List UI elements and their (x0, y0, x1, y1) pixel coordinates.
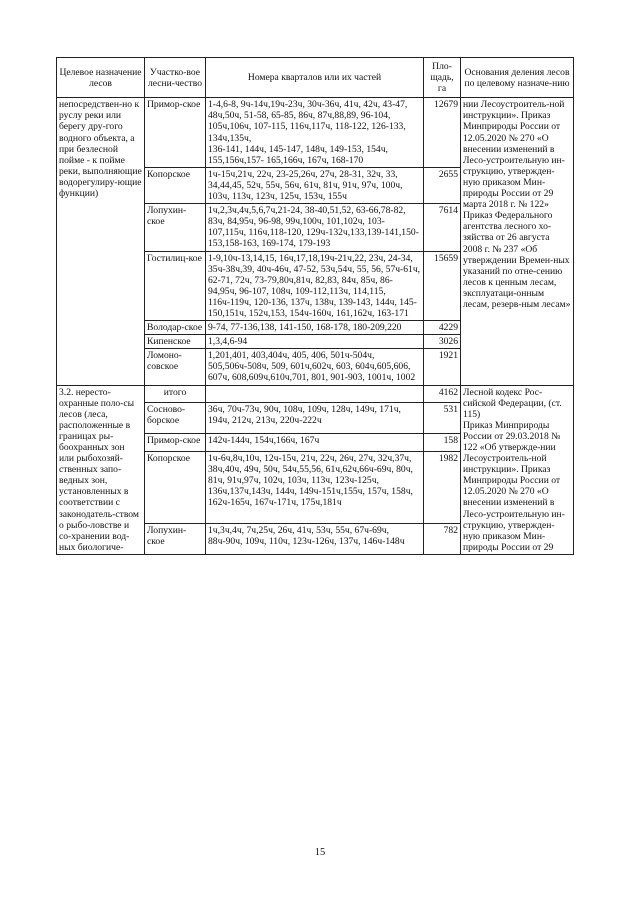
quarters-cell: 1ч,3ч,4ч, 7ч,25ч, 26ч, 41ч, 53ч, 55ч, 67ч-69ч, 88ч-90ч, 109ч, 110ч, 123ч-126ч, 137ч, 146ч-148ч (206, 523, 424, 554)
quarters-cell: 1,3,4,6-94 (206, 335, 424, 349)
quarters-cell: 1-4,6-8, 9ч-14ч,19ч-23ч, 30ч-36ч, 41ч, 42ч, 43-47, 48ч,50ч, 51-58, 65-85, 86ч, 87ч,88,89, 96-104, 105ч,106ч, 107-115, 116ч,117ч, 118-122, 126-133, 134ч,135ч, 136-141, 144ч, 145-147, 148ч, 149-153, 154ч, 155,156ч,157- 165,166ч, 167ч, 168-170 (206, 98, 424, 168)
quarters-cell: 1ч-15ч,21ч, 22ч, 23-25,26ч, 27ч, 28-31, 32ч, 33, 34,44,45, 52ч, 55ч, 56ч, 61ч, 81ч, 91ч, 97ч, 100ч, 103ч, 113ч, 123ч, 125ч, 153ч, 155ч (206, 167, 424, 203)
forestry-cell: Примор-ское (145, 434, 206, 451)
area-cell: 3026 (424, 335, 461, 349)
table-row (57, 385, 574, 402)
area-cell: 782 (424, 523, 461, 554)
forestry-cell: Лопухин-ское (145, 523, 206, 554)
header-forestry: Участко-вое лесни-чество (145, 58, 206, 98)
forestry-cell: Копорское (145, 451, 206, 523)
area-cell: 531 (424, 402, 461, 433)
basis-cell: нии Лесоустроитель-ной инструкции». Приказ Минприроды России от 12.05.2020 № 270 «О внесении изменений в Лесо-устроительную ин-струкцию, утвержден-ную приказом Мин-природы России от 29 марта 2018 г. № 122» Приказ Федерального агентства лесного хо-зяйства от 26 августа 2008 г. № 237 «Об утверждении Времен-ных указаний по отне-сению лесов к ценным лесам, эксплуатаци-онным лесам, резерв-ным лесам» (461, 98, 574, 385)
quarters-cell: 1ч-6ч,8ч,10ч, 12ч-15ч, 21ч, 22ч, 26ч, 27ч, 32ч,37ч, 38ч,40ч, 49ч, 50ч, 54ч,55,56, 61ч,62ч,66ч-69ч, 80ч, 81ч, 91ч,97ч, 102ч, 103ч, 113ч, 123ч-125ч, 136ч,137ч,143ч, 144ч, 149ч-151ч,155ч, 157ч, 158ч, 162ч-165ч, 167ч-171ч, 175ч,181ч (206, 451, 424, 523)
forestry-cell: Ломоно-совское (145, 349, 206, 385)
header-area: Пло-щадь, га (424, 58, 461, 98)
area-cell: 4229 (424, 321, 461, 335)
page-number: 15 (314, 847, 326, 858)
header-basis: Основания деления лесов по целевому назначе-нию (461, 58, 574, 98)
quarters-cell: 36ч, 70ч-73ч, 90ч, 108ч, 109ч, 128ч, 149ч, 171ч, 194ч, 212ч, 213ч, 220ч-222ч (206, 402, 424, 433)
area-cell: 158 (424, 434, 461, 451)
header-quarters: Номера кварталов или их частей (206, 58, 424, 98)
total-area: 4162 (424, 385, 461, 402)
table-header-row (57, 58, 574, 98)
area-cell: 1982 (424, 451, 461, 523)
purpose-cell: непосредствен-но к руслу реки или берегу дру-гого водного объекта, а при безлесной пойме - к пойме реки, выполняющие водорегулиру-ющие функции) (57, 98, 145, 385)
forestry-cell: Кипенское (145, 335, 206, 349)
quarters-cell: 1ч,2,3ч,4ч,5,6,7ч,21-24, 38-40,51,52, 63-66,78-82, 83ч, 84,95ч, 96-98, 99ч,100ч, 101,102ч, 103-107,115ч, 116ч,118-120, 129ч-132ч,133,139-141,150-153,158-163, 169-174, 179-193 (206, 204, 424, 251)
purpose-cell: 3.2. нересто-охранные поло-сы лесов (леса, расположенные в границах ры-боохранных зон или рыбохозяй-ственных запо-ведных зон, установленных в соответствии с законодатель-ством о рыбо-ловстве и со-хранении вод-ных биологиче- (57, 385, 145, 554)
forestry-cell: Примор-ское (145, 98, 206, 168)
forestry-cell: Володар-ское (145, 321, 206, 335)
forestry-cell: Сосново-борское (145, 402, 206, 433)
area-cell: 12679 (424, 98, 461, 168)
quarters-cell: 142ч-144ч, 154ч,166ч, 167ч (206, 434, 424, 451)
quarters-cell: 1-9,10ч-13,14,15, 16ч,17,18,19ч-21ч,22, 23ч, 24-34, 35ч-38ч,39, 40ч-46ч, 47-52, 53ч,54ч, 55, 56, 57ч-61ч, 62-71, 72ч, 73-79,80ч,81ч, 82,83, 84ч, 85ч, 86-94,95ч, 96-107, 108ч, 109-112,113ч, 114,115, 116ч-119ч, 120-136, 137ч, 138ч, 139-143, 144ч, 145-150,151ч, 152ч,153, 154ч-160ч, 161,162ч, 163-171 (206, 251, 424, 321)
area-cell: 1921 (424, 349, 461, 385)
forestry-cell: Лопухин-ское (145, 204, 206, 251)
table-row (57, 98, 574, 168)
header-purpose: Целевое назначение лесов (57, 58, 145, 98)
forestry-cell: Гостилиц-кое (145, 251, 206, 321)
area-cell: 2655 (424, 167, 461, 203)
area-cell: 15659 (424, 251, 461, 321)
basis-cell: Лесной кодекс Рос-сийской Федерации, (ст. 115) Приказ Минприроды России от 29.03.2018 № 122 «Об утвержде-нии Лесоустроитель-ной инструкции». Приказ Минприроды России от 12.05.2020 № 270 «О внесении изменений в Лесо-устроительную ин-струкцию, утвержден-ную приказом Мин-природы России от 29 (461, 385, 574, 554)
quarters-cell: 1,201,401, 403,404ч, 405, 406, 501ч-504ч, 505,506ч-508ч, 509, 601ч,602ч, 603, 604ч,605,606, 607ч, 608,609ч,610ч,701, 801, 901-903, 1001ч, 1002 (206, 349, 424, 385)
quarters-cell (206, 385, 424, 402)
forestry-cell: Копорское (145, 167, 206, 203)
forest-division-table (56, 57, 574, 555)
total-label: итого (145, 385, 206, 402)
area-cell: 7614 (424, 204, 461, 251)
quarters-cell: 9-74, 77-136,138, 141-150, 168-178, 180-209,220 (206, 321, 424, 335)
